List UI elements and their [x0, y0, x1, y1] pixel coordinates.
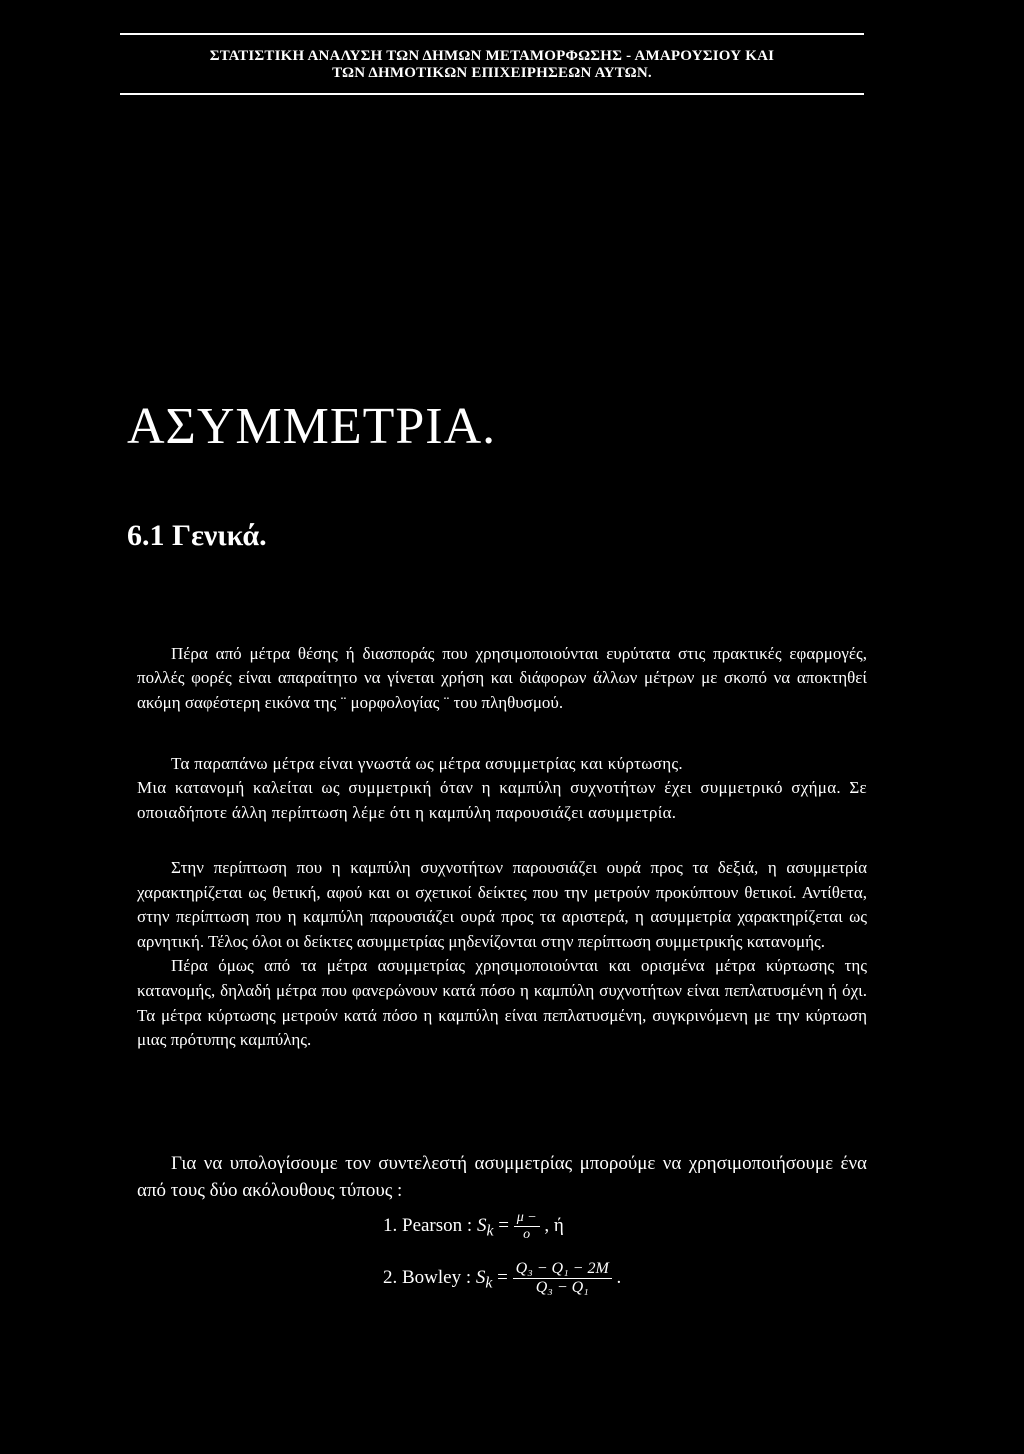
bowley-numerator: Q₃ − Q₁ − 2M — [513, 1260, 612, 1279]
formula-intro-block — [137, 1150, 867, 1204]
pearson-equals: = — [498, 1214, 514, 1236]
bowley-suffix: . — [616, 1266, 622, 1288]
pearson-lhs: S — [476, 1214, 487, 1236]
paragraph-kurtosis: Πέρα όμως από τα μέτρα ασυμμετρίας χρησιμοποιούνται και ορισμένα μέτρα κύρτωσης της κατανομής, δηλαδή μέτρα που φανερώνουν κατά πόσο η καμπύλη συχνοτήτων είναι πεπλατυσμένη ή όχι. Τα μέτρα κύρτωσης μετρούν κατά πόσο η καμπύλη είναι πεπλατυσμένη, συγκρινόμενη με την κύρτωση μιας πρότυπης καμπύλης. — [137, 956, 867, 1050]
document-header — [120, 48, 864, 82]
definitions-block — [137, 752, 867, 825]
header-top-rule — [120, 33, 864, 35]
paragraph-intro: Πέρα από μέτρα θέσης ή διασποράς που χρησιμοποιούνται ευρύτατα στις πρακτικές εφαρμογές, πολλές φορές είναι απαραίτητο να γίνεται χρήση και διάφορων άλλων μέτρων με σκοπό να αποκτηθεί ακόμη σαφέστερη εικόνα της ¨ μορφολογίας ¨ του πληθυσμού. — [137, 644, 867, 712]
pearson-label: 1. Pearson : — [383, 1214, 477, 1236]
formula-pearson — [383, 1210, 564, 1243]
pearson-suffix: , ή — [544, 1214, 564, 1236]
pearson-numerator: μ − — [514, 1210, 540, 1227]
paragraph-formula-intro: Για να υπολογίσουμε τον συντελεστή ασυμμετρίας μπορούμε να χρησιμοποιήσουμε ένα από τους δύο ακόλουθους τύπους : — [137, 1153, 867, 1201]
skewness-block — [137, 856, 867, 1053]
chapter-title: ΑΣΥΜΜΕΤΡΙΑ. — [127, 398, 497, 455]
pearson-fraction — [514, 1210, 540, 1243]
bowley-fraction — [513, 1260, 612, 1297]
bowley-lhs: S — [475, 1266, 486, 1288]
bowley-label: 2. Bowley : — [383, 1266, 476, 1288]
intro-block — [137, 642, 867, 715]
paragraph-measures: Τα παραπάνω μέτρα είναι γνωστά ως μέτρα ασυμμετρίας και κύρτωσης. — [171, 754, 683, 773]
header-bottom-rule — [120, 93, 864, 95]
header-line-1: ΣΤΑΤΙΣΤΙΚΗ ΑΝΑΛΥΣΗ ΤΩΝ ΔΗΜΩΝ ΜΕΤΑΜΟΡΦΩΣΗΣ - ΑΜΑΡΟΥΣΙΟΥ ΚΑΙ — [209, 48, 775, 64]
header-line-2: ΤΩΝ ΔΗΜΟΤΙΚΩΝ ΕΠΙΧΕΙΡΗΣΕΩΝ ΑΥΤΩΝ. — [332, 65, 652, 81]
paragraph-skew-direction: Στην περίπτωση που η καμπύλη συχνοτήτων παρουσιάζει ουρά προς τα δεξιά, η ασυμμετρία χαρακτηρίζεται ως θετική, αφού και οι σχετικοί δείκτες που την μετρούν προκύπτουν θετικοί. Αντίθετα, στην περίπτωση που η καμπύλη παρουσιάζει ουρά προς τα αριστερά, η ασυμμετρία χαρακτηρίζεται ως αρνητική. Τέλος όλοι οι δείκτες ασυμμετρίας μηδενίζονται στην περίπτωση συμμετρικής κατανομής. — [137, 858, 867, 951]
formula-bowley — [383, 1260, 621, 1297]
bowley-equals: = — [497, 1266, 513, 1288]
bowley-sub: k — [485, 1274, 493, 1292]
bowley-denominator: Q₃ − Q₁ — [535, 1279, 589, 1296]
section-title: 6.1 Γενικά. — [127, 519, 267, 552]
paragraph-symmetric: Μια κατανομή καλείται ως συμμετρική όταν η καμπύλη συχνοτήτων έχει συμμετρικό σχήμα. Σε οποιαδήποτε άλλη περίπτωση λέμε ότι η καμπύλη παρουσιάζει ασυμμετρία. — [137, 778, 867, 822]
pearson-sub: k — [486, 1222, 494, 1240]
pearson-denominator: o — [523, 1227, 531, 1242]
